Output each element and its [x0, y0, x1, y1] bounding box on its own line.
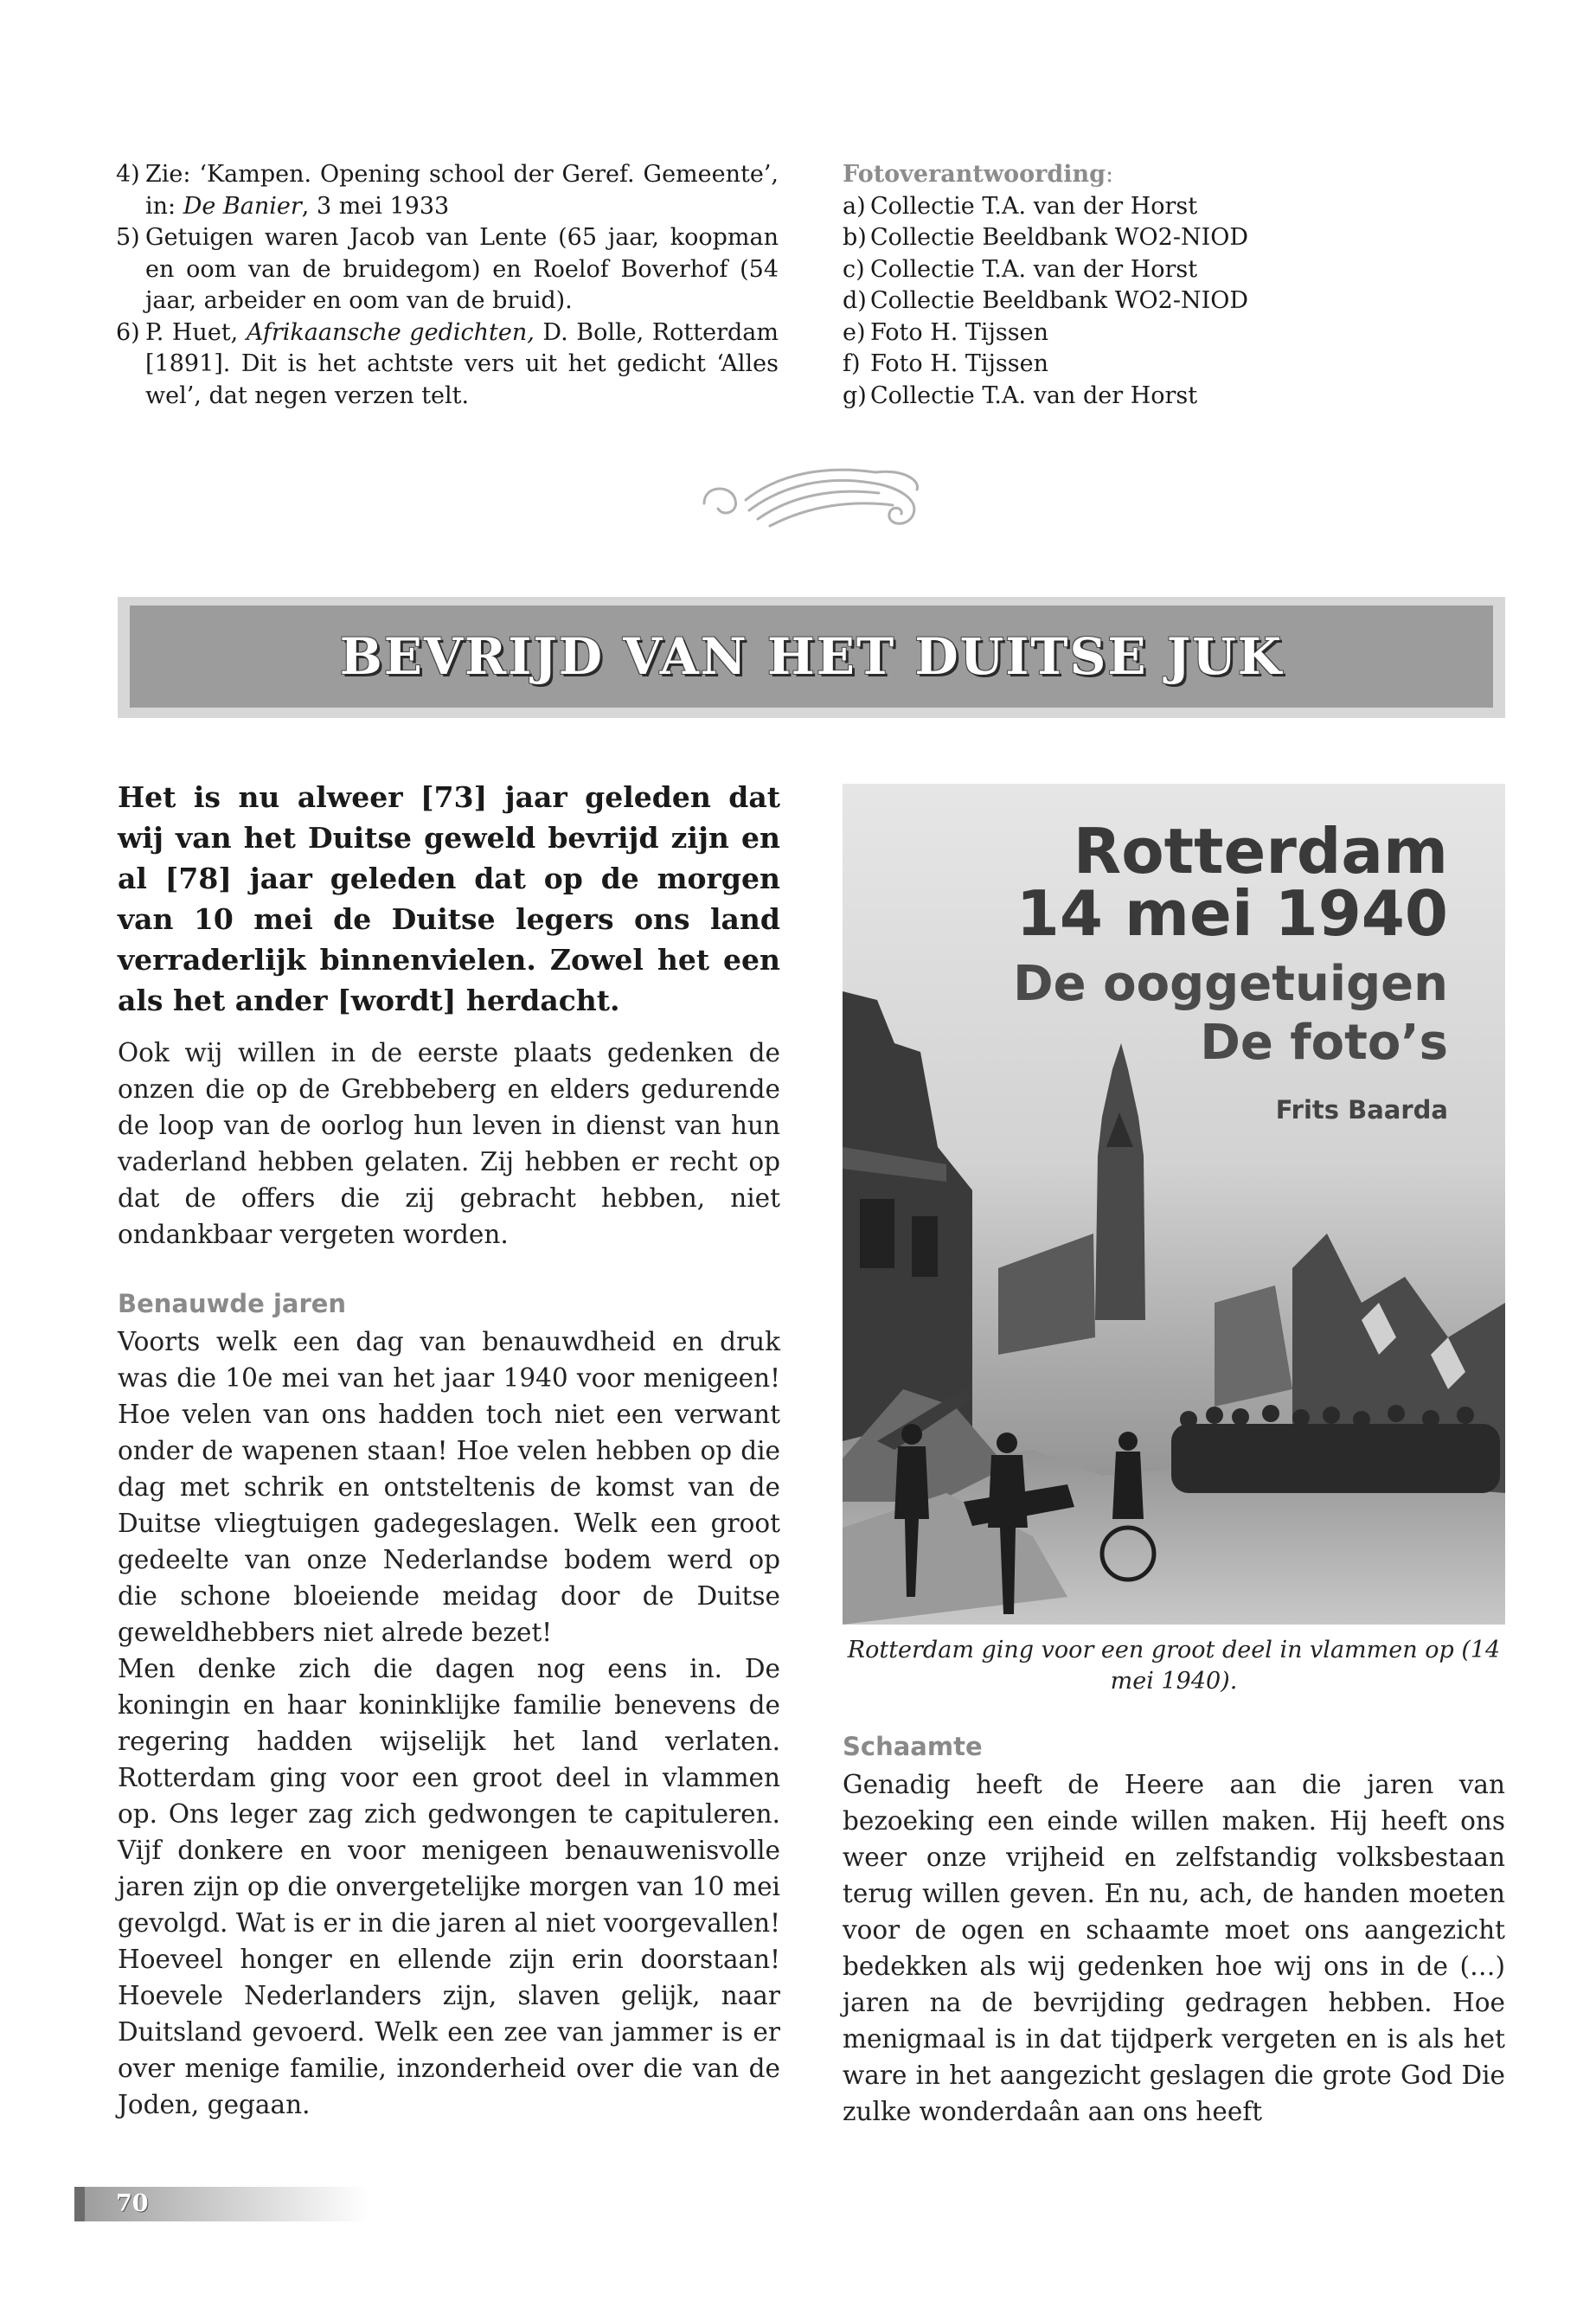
footnote-number: 4)	[116, 161, 140, 188]
footnote-4: 4) Zie: ‘Kampen. Opening school der Geref. Gemeente’, in: De Banier, 3 mei 1933	[116, 161, 779, 220]
page-number-marker	[74, 2187, 85, 2221]
credit-item: g) Collectie T.A. van der Horst	[843, 381, 1198, 409]
photo-credits-title: Fotoverantwoording:	[843, 161, 1114, 188]
footnote-6: 6) P. Huet, Afrikaansche gedichten, D. Bolle, Rotterdam [1891]. Dit is het achtste vers uit het gedicht ‘Alles wel’, dat negen verzen telt.	[116, 318, 779, 409]
cover-title-line: Rotterdam	[1073, 815, 1448, 888]
cover-subtitle-line: De ooggetuigen	[1013, 956, 1448, 1012]
footnote-5: 5) Getuigen waren Jacob van Lente (65 jaar, koopman en oom van de bruidegom) en Roelof Boverhof (54 jaar, arbeider en oom van de bruid).	[116, 224, 779, 314]
body-paragraph: Genadig heeft de Heere aan die jaren van bezoeking een einde willen maken. Hij heeft ons weer onze vrijheid en zelfstandig volksbestaan terug willen geven. En nu, ach, de handen moeten voor de ogen en schaamte moet ons aangezicht bedekken als wij gedenken hoe wij ons in de (…) jaren na de bevrijding gedragen hebben. Hoe menigmaal is in dat tijdperk vergeten en is als het ware in het aangezicht geslagen die grote God Die zulke wonderdaân aan ons heeft	[843, 1770, 1505, 2126]
section-heading-schaamte: Schaamte	[843, 1732, 983, 1761]
book-cover-image	[843, 784, 1505, 1625]
credit-item: a) Collectie T.A. van der Horst	[843, 192, 1198, 220]
body-paragraph: Voorts welk een dag van benauwdheid en druk was die 10e mei van het jaar 1940 voor menigeen! Hoe velen van ons hadden toch niet een verwant onder de wapenen staan! Hoe velen hebben op die dag met schrik en ontsteltenis de komst van de Duitse vliegtuigen gadegeslagen. Welk een groot gedeelte van onze Nederlandse bodem werd op die schone bloeiende meidag door de Duitse geweldhebbers niet alrede bezet!	[118, 1327, 780, 1647]
footnotes	[116, 159, 779, 412]
ornament-divider-icon	[697, 450, 924, 536]
cover-author: Frits Baarda	[1275, 1095, 1448, 1125]
body-paragraph: Ook wij willen in de eerste plaats gedenken de onzen die op de Grebbeberg en elders gedurende de loop van de oorlog hun leven in dienst van hun vaderland hebben gelaten. Zij hebben er recht op dat de offers die zij gebracht hebben, niet ondankbaar vergeten worden.	[118, 1038, 780, 1249]
body-paragraph: Men denke zich die dagen nog eens in. De koningin en haar koninklijke familie benevens de regering hadden wijselijk het land verlaten. Rotterdam ging voor een groot deel in vlammen op. Ons leger zag zich gedwongen te capituleren. Vijf donkere en voor menigeen benauwenisvolle jaren zijn op die onvergetelijke morgen van 10 mei gevolgd. Wat is er in die jaren al niet voorgevallen! Hoeveel honger en ellende zijn erin doorstaan! Hoevele Nederlanders zijn, slaven gelijk, naar Duitsland gevoerd. Welk een zee van jammer is er over menige familie, inzonderheid over die van de Joden, gegaan.	[118, 1654, 780, 2119]
page-title: BEVRIJD VAN HET DUITSE JUK	[339, 627, 1284, 686]
photo-credits	[843, 159, 1292, 412]
section-heading-benauwde-jaren: Benauwde jaren	[118, 1289, 347, 1318]
credit-item: d) Collectie Beeldbank WO2-NIOD	[843, 287, 1249, 314]
image-caption: Rotterdam ging voor een groot deel in vlammen op (14 mei 1940).	[847, 1637, 1501, 1695]
lead-paragraph: Het is nu alweer [73] jaar geleden dat wij van het Duitse geweld bevrijd zijn en al [78] jaar geleden dat op de morgen van 10 mei de Duitse legers ons land verraderlijk binnenvielen. Zowel het een als het ander [wordt] herdacht.	[118, 780, 780, 1017]
footnote-number: 5)	[116, 224, 140, 251]
credit-item: e) Foto H. Tijssen	[843, 318, 1049, 346]
credit-item: f) Foto H. Tijssen	[843, 350, 1049, 377]
footnote-number: 6)	[116, 318, 140, 346]
cover-title-line: 14 mei 1940	[1016, 877, 1448, 950]
credit-item: b) Collectie Beeldbank WO2-NIOD	[843, 224, 1249, 251]
credit-item: c) Collectie T.A. van der Horst	[843, 255, 1198, 283]
page-number: 70	[116, 2190, 149, 2217]
cover-subtitle-line: De foto’s	[1200, 1015, 1448, 1071]
